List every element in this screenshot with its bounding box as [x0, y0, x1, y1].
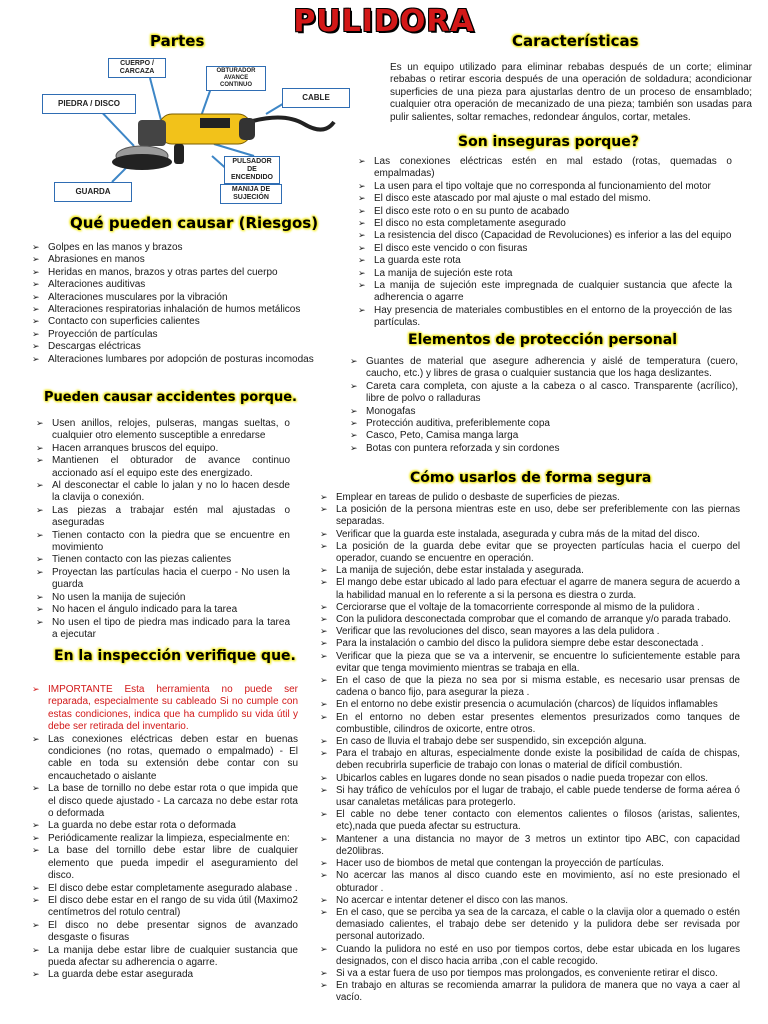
list-item: ➢ El mango debe estar ubicado al lado para efectuar el agarre de manera segura de acuerdo a la habilidad manual en lo referente a si la persona es diestra o zurda.: [318, 577, 740, 601]
list-item: ➢ Tienen contacto con la piedra que se encuentre en movimiento: [34, 530, 290, 555]
list-item: ➢ Verificar que la guarda este instalada, asegurada y cubra más de la mitad del disco.: [318, 529, 740, 541]
page-title: PULIDORA: [293, 4, 475, 39]
list-item: ➢ En el entorno no debe existir presencia o acumulación (charcos) de líquidos inflamables: [318, 699, 740, 711]
list-item: ➢ La manija de sujeción, debe estar instalada y asegurada.: [318, 565, 740, 577]
list-item: ➢ La manija de sujeción este impregnada de cualquier sustancia que afecte la adherencia o agarre: [356, 280, 732, 305]
list-item: ➢ Contacto con superficies calientes: [30, 316, 330, 328]
list-item: ➢ Golpes en las manos y brazos: [30, 242, 330, 254]
list-item: ➢ No usen el tipo de piedra mas indicado para la tarea a ejecutar: [34, 617, 290, 642]
inseguras-list: [356, 156, 732, 330]
list-item: ➢ La manija debe estar libre de cualquier sustancia que pueda afectar su adherencia o agarre.: [30, 945, 298, 970]
list-item: ➢ El disco este roto o en su punto de acabado: [356, 206, 732, 218]
list-item: ➢ Alteraciones musculares por la vibración: [30, 292, 330, 304]
list-item: ➢ En el caso, que se perciba ya sea de la carcaza, el cable o la clavija olor a quemado o estén demasiado calientes, el trabajo debe ser detenido y la pulidora debe ser revisada por personal autorizado.: [318, 907, 740, 944]
list-item: ➢ Para la instalación o cambio del disco la pulidora siempre debe estar desconectada .: [318, 638, 740, 650]
label-cuerpo: CUERPO / CARCAZA: [108, 58, 166, 78]
list-item: ➢ Periódicamente realizar la limpieza, especialmente en:: [30, 833, 298, 845]
label-cable: CABLE: [282, 88, 350, 108]
list-item: ➢ Hay presencia de materiales combustibles en el entorno de la proyección de las partículas.: [356, 305, 732, 330]
list-item: ➢ Alteraciones respiratorias inhalación de humos metálicos: [30, 304, 330, 316]
list-item: ➢ Cerciorarse que el voltaje de la tomacorriente corresponde al mismo de la pulidora .: [318, 602, 740, 614]
list-item: ➢ Hacen arranques bruscos del equipo.: [34, 443, 290, 455]
accidentes-list: [34, 418, 290, 641]
list-item: ➢ La base de tornillo no debe estar rota o que impida que el disco quede ajustado - La carcaza no debe estar rota o deformada: [30, 783, 298, 820]
list-item: ➢ La usen para el tipo voltaje que no corresponda al funcionamiento del motor: [356, 181, 732, 193]
list-item: ➢ Tienen contacto con las piezas calientes: [34, 554, 290, 566]
label-guarda: GUARDA: [54, 182, 132, 202]
list-item: ➢ Protección auditiva, preferiblemente copa: [348, 418, 738, 430]
list-item: ➢ La posición de la guarda debe evitar que se proyecten partículas hacia el cuerpo del operador, cuando se encuentre en operación.: [318, 541, 740, 565]
list-item: ➢ No acercar las manos al disco cuando este en movimiento, así no este presionado el obturador .: [318, 870, 740, 894]
list-item: ➢ No usen la manija de sujeción: [34, 592, 290, 604]
list-item: ➢ Emplear en tareas de pulido o desbaste de superficies de piezas.: [318, 492, 740, 504]
list-item: ➢ Las piezas a trabajar estén mal ajustadas o aseguradas: [34, 505, 290, 530]
list-item: ➢ El cable no debe tener contacto con elementos calientes o filosos (aristas, salientes, etc),nada que pueda afectar su estructura.: [318, 809, 740, 833]
list-item: ➢ En caso de lluvia el trabajo debe ser suspendido, sin excepción alguna.: [318, 736, 740, 748]
list-item: ➢ Careta cara completa, con ajuste a la cabeza o al casco. Transparente (acrílico), libre de polvo o ralladuras: [348, 381, 738, 406]
label-piedra: PIEDRA / DISCO: [42, 94, 136, 114]
list-item: ➢ Guantes de material que asegure adherencia y aislé de temperatura (cuero, caucho, etc.) y libres de grasa o cualquier sustancia que los haga deslizantes.: [348, 356, 738, 381]
list-item: ➢ Ubicarlos cables en lugares donde no sean pisados o nadie pueda tropezar con ellos.: [318, 773, 740, 785]
riesgos-list: [30, 242, 330, 366]
list-item: ➢ Mantienen el obturador de avance continuo accionado así el equipo este des energizado.: [34, 455, 290, 480]
list-item: ➢ No hacen el ángulo indicado para la tarea: [34, 604, 290, 616]
inspeccion-list: [30, 684, 298, 982]
list-item: ➢ La posición de la persona mientras este en uso, debe ser preferiblemente con las piernas separadas.: [318, 504, 740, 528]
list-item: ➢ Usen anillos, relojes, pulseras, mangas sueltas, o cualquier otro elemento susceptible a enredarse: [34, 418, 290, 443]
list-item: ➢ En el entorno no deben estar presentes elementos presurizados como tanques de combustible, cilindros de oxicorte, entre otros.: [318, 712, 740, 736]
list-item: ➢ Al desconectar el cable lo jalan y no lo hacen desde la clavija o conexión.: [34, 480, 290, 505]
list-item: ➢ Mantener a una distancia no mayor de 3 metros un extintor tipo ABC, con capacidad de20libras.: [318, 834, 740, 858]
list-item: ➢ La guarda no debe estar rota o deformada: [30, 820, 298, 832]
list-item: ➢ La guarda debe estar asegurada: [30, 969, 298, 981]
epp-list: [348, 356, 738, 455]
label-obturador: OBTURADOR AVANCE CONTINUO: [206, 66, 266, 91]
list-item: ➢ Cuando la pulidora no esté en uso por tiempos cortos, debe estar ubicada en los lugares designados, con el disco hacia arriba ,con el cable recogido.: [318, 944, 740, 968]
list-item: ➢ En trabajo en alturas se recomienda amarrar la pulidora de manera que no vaya a caer al vacío.: [318, 980, 740, 1004]
list-item: ➢ El disco no esta completamente asegurado: [356, 218, 732, 230]
caracteristicas-text: Es un equipo utilizado para eliminar rebabas después de un corte; eliminar rebabas o retirar escoria después de una operación de soldadura; acondicionar superficies de una pieza para ajustarlas dentro de un proceso de ensamblado; cualquier otra operación de mecanizado de una pieza; también son usadas para pulir salientes, soltar remaches, redondear ángulos, cortar, metales.: [390, 62, 752, 123]
list-item: ➢ La base del tornillo debe estar libre de cualquier elemento que pueda impedir el aseguramiento del disco.: [30, 845, 298, 882]
list-item: ➢ La manija de sujeción este rota: [356, 268, 732, 280]
list-item: ➢ Verificar que la pieza que se va a intervenir, se encuentre lo suficientemente estable para evitar que tenga movimiento mientras se trabaja en ella.: [318, 651, 740, 675]
list-item: ➢ No acercar e intentar detener el disco con las manos.: [318, 895, 740, 907]
list-item: ➢ Descargas eléctricas: [30, 341, 330, 353]
heading-riesgos: Qué pueden causar (Riesgos): [70, 214, 319, 232]
list-item: ➢ Las conexiones eléctricas estén en mal estado (rotas, quemadas o empalmadas): [356, 156, 732, 181]
list-item: ➢ El disco este vencido o con fisuras: [356, 243, 732, 255]
label-manija: MANIJA DE SUJECIÓN: [220, 184, 282, 204]
heading-inseguras: Son inseguras porque?: [458, 134, 639, 150]
list-item: ➢ Alteraciones lumbares por adopción de posturas incomodas: [30, 354, 330, 366]
list-item: ➢ Abrasiones en manos: [30, 254, 330, 266]
important-note: ➢ IMPORTANTE Esta herramienta no puede ser reparada, especialmente su cableado Si no cumple con estas condiciones, indica que ha cumplido su vida útil y debe ser retirada del inventario.: [30, 684, 298, 734]
heading-inspeccion: En la inspección verifique que.: [54, 648, 296, 664]
heading-partes: Partes: [150, 32, 205, 50]
list-item: ➢ Si hay tráfico de vehículos por el lugar de trabajo, el cable puede tenderse de forma aérea ó usar canaletas metálicas para protegerlo.: [318, 785, 740, 809]
list-item: ➢ El disco debe estar en el rango de su vida útil (Maximo2 centímetros del rotulo central): [30, 895, 298, 920]
heading-uso: Cómo usarlos de forma segura: [410, 470, 652, 486]
list-item: ➢ Proyección de partículas: [30, 329, 330, 341]
list-item: ➢ El disco no debe presentar signos de avanzado desgaste o fisuras: [30, 920, 298, 945]
list-item: ➢ Verificar que las revoluciones del disco, sean mayores a las dela pulidora .: [318, 626, 740, 638]
list-item: ➢ Con la pulidora desconectada comprobar que el comando de arranque y/o parada trabado.: [318, 614, 740, 626]
list-item: ➢ Para el trabajo en alturas, especialmente donde existe la posibilidad de caída de chispas, deben recubrirla superficie de trabajo con lonas o material de difícil combustión.: [318, 748, 740, 772]
list-item: ➢ La guarda este rota: [356, 255, 732, 267]
list-item: ➢ Casco, Peto, Camisa manga larga: [348, 430, 738, 442]
list-item: ➢ Heridas en manos, brazos y otras partes del cuerpo: [30, 267, 330, 279]
list-item: ➢ Si va a estar fuera de uso por tiempos mas prolongados, es conveniente retirar el disco.: [318, 968, 740, 980]
heading-caracteristicas: Características: [512, 32, 639, 50]
uso-list: [318, 492, 740, 1005]
list-item: ➢ El disco debe estar completamente asegurado alabase .: [30, 883, 298, 895]
list-item: ➢ Proyectan las partículas hacia el cuerpo - No usen la guarda: [34, 567, 290, 592]
list-item: ➢ Alteraciones auditivas: [30, 279, 330, 291]
list-item: ➢ Monogafas: [348, 406, 738, 418]
list-item: ➢ Hacer uso de biombos de metal que contengan la proyección de partículas.: [318, 858, 740, 870]
heading-accidentes: Pueden causar accidentes porque.: [44, 390, 297, 405]
list-item: ➢ Las conexiones eléctricas deben estar en buenas condiciones (no rotas, quemado o empalmado) - El cable en toda su extensión debe contar con su encauchetado o aislante: [30, 734, 298, 784]
list-item: ➢ En el caso de que la pieza no sea por si misma estable, es necesario usar prensas de cadena o banco fijo, para asegurar la pieza .: [318, 675, 740, 699]
list-item: ➢ Botas con puntera reforzada y sin cordones: [348, 443, 738, 455]
parts-diagram: [34, 52, 352, 212]
label-pulsador: PULSADOR DE ENCENDIDO: [224, 156, 280, 184]
heading-epp: Elementos de protección personal: [408, 332, 677, 348]
list-item: ➢ La resistencia del disco (Capacidad de Revoluciones) es inferior a las del equipo: [356, 230, 732, 242]
list-item: ➢ El disco este atascado por mal ajuste o mal estado del mismo.: [356, 193, 732, 205]
